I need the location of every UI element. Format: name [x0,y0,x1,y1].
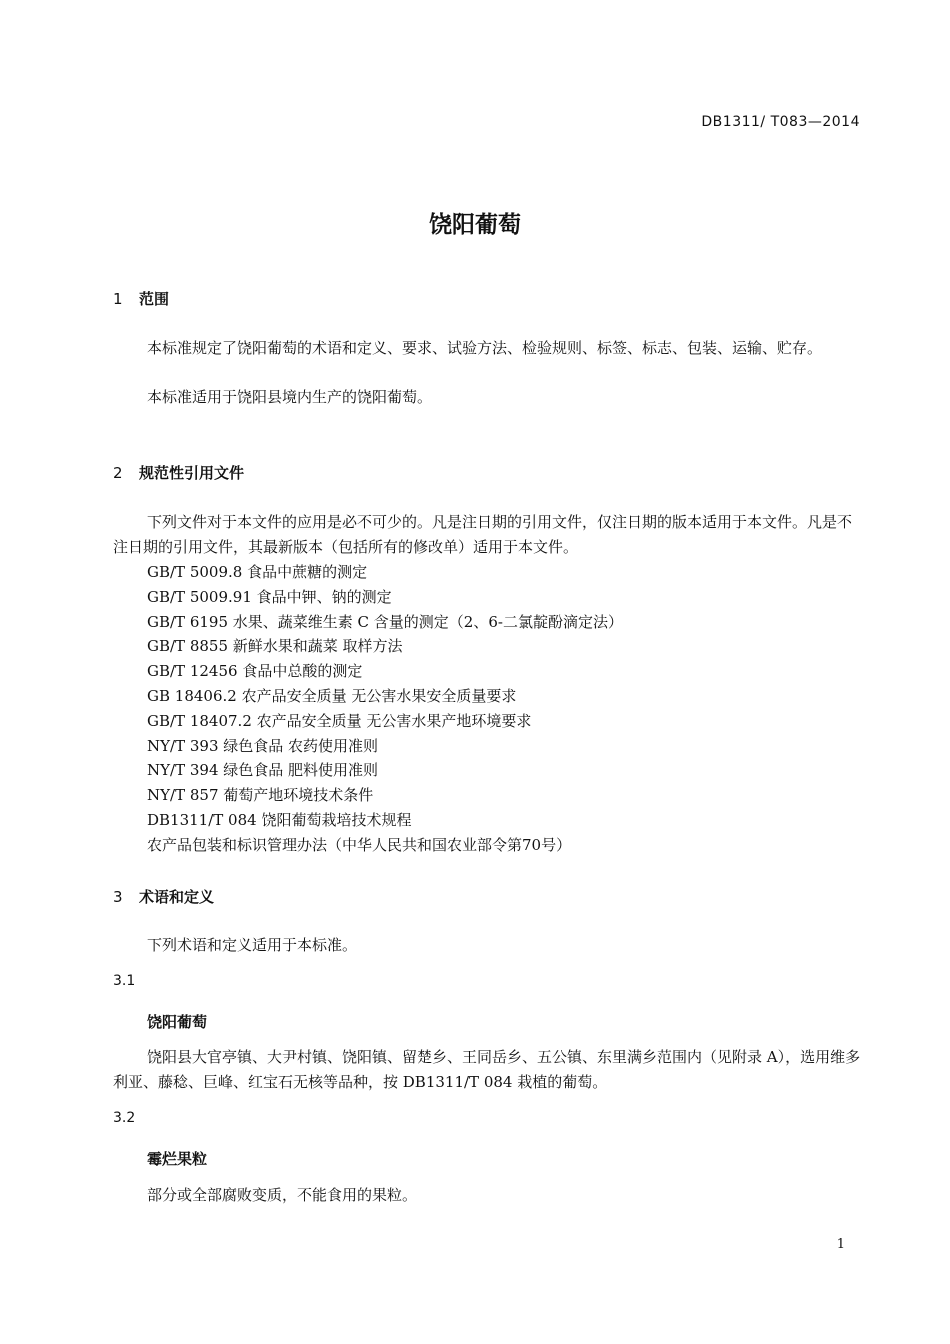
clause-3-1-definition [113,1045,863,1095]
reference-item: GB/T 18407.2 农产品安全质量 无公害水果产地环境要求 [147,711,532,730]
clause-3-1-term: 饶阳葡萄 [147,1013,208,1031]
section-1-heading [113,288,169,309]
document-title: 饶阳葡萄 [429,212,521,238]
clause-3-2-definition: 部分或全部腐败变质，不能食用的果粒。 [147,1186,418,1204]
section-2-heading [113,462,244,483]
section-1-paragraph-1 [113,336,863,361]
section-number: 3 [113,888,123,906]
clause-3-2-term: 霉烂果粒 [147,1150,208,1168]
clause-3-2-number: 3.2 [113,1110,136,1126]
document-number: DB1311/ T083—2014 [701,114,860,130]
section-number: 1 [113,290,123,308]
reference-item: GB 18406.2 农产品安全质量 无公害水果安全质量要求 [147,686,517,705]
section-1-paragraph-2: 本标准适用于饶阳县境内生产的饶阳葡萄。 [147,388,433,406]
reference-item: GB/T 5009.8 食品中蔗糖的测定 [147,563,368,581]
reference-item: GB/T 5009.91 食品中钾、钠的测定 [147,587,392,606]
reference-item: GB/T 12456 食品中总酸的测定 [147,662,363,681]
paragraph-text: 饶阳县大官亭镇、大尹村镇、饶阳镇、留楚乡、王同岳乡、五公镇、东里满乡范围内（见附录 A），选用维多利亚、藤稔、巨峰、红宝石无核等品种，按 DB1311/T 084 栽植的葡萄。 [113,1048,861,1091]
section-title: 规范性引用文件 [139,464,245,482]
section-title: 范围 [139,290,170,308]
paragraph-text: 下列文件对于本文件的应用是必不可少的。凡是注日期的引用文件，仅注日期的版本适用于本文件。凡是不注日期的引用文件，其最新版本（包括所有的修改单）适用于本文件。 [113,513,853,556]
reference-item: 农产品包装和标识管理办法（中华人民共和国农业部令第70号） [147,835,572,854]
section-title: 术语和定义 [139,888,215,906]
reference-item: GB/T 8855 新鲜水果和蔬菜 取样方法 [147,637,403,656]
paragraph-text: 本标准规定了饶阳葡萄的术语和定义、要求、试验方法、检验规则、标签、标志、包装、运输、贮存。 [147,339,823,357]
section-number: 2 [113,464,123,482]
reference-item: NY/T 857 葡萄产地环境技术条件 [147,786,374,805]
page-number: 1 [836,1237,845,1252]
clause-3-1-number: 3.1 [113,973,136,989]
normative-references-list [147,560,623,858]
section-2-intro [113,510,863,560]
section-3-intro: 下列术语和定义适用于本标准。 [147,936,358,954]
reference-item: GB/T 6195 水果、蔬菜维生素 C 含量的测定（2、6-二氯靛酚滴定法） [147,612,623,631]
reference-item: DB1311/T 084 饶阳葡萄栽培技术规程 [147,810,412,829]
reference-item: NY/T 394 绿色食品 肥料使用准则 [147,761,379,780]
section-3-heading [113,886,214,907]
reference-item: NY/T 393 绿色食品 农药使用准则 [147,736,379,755]
